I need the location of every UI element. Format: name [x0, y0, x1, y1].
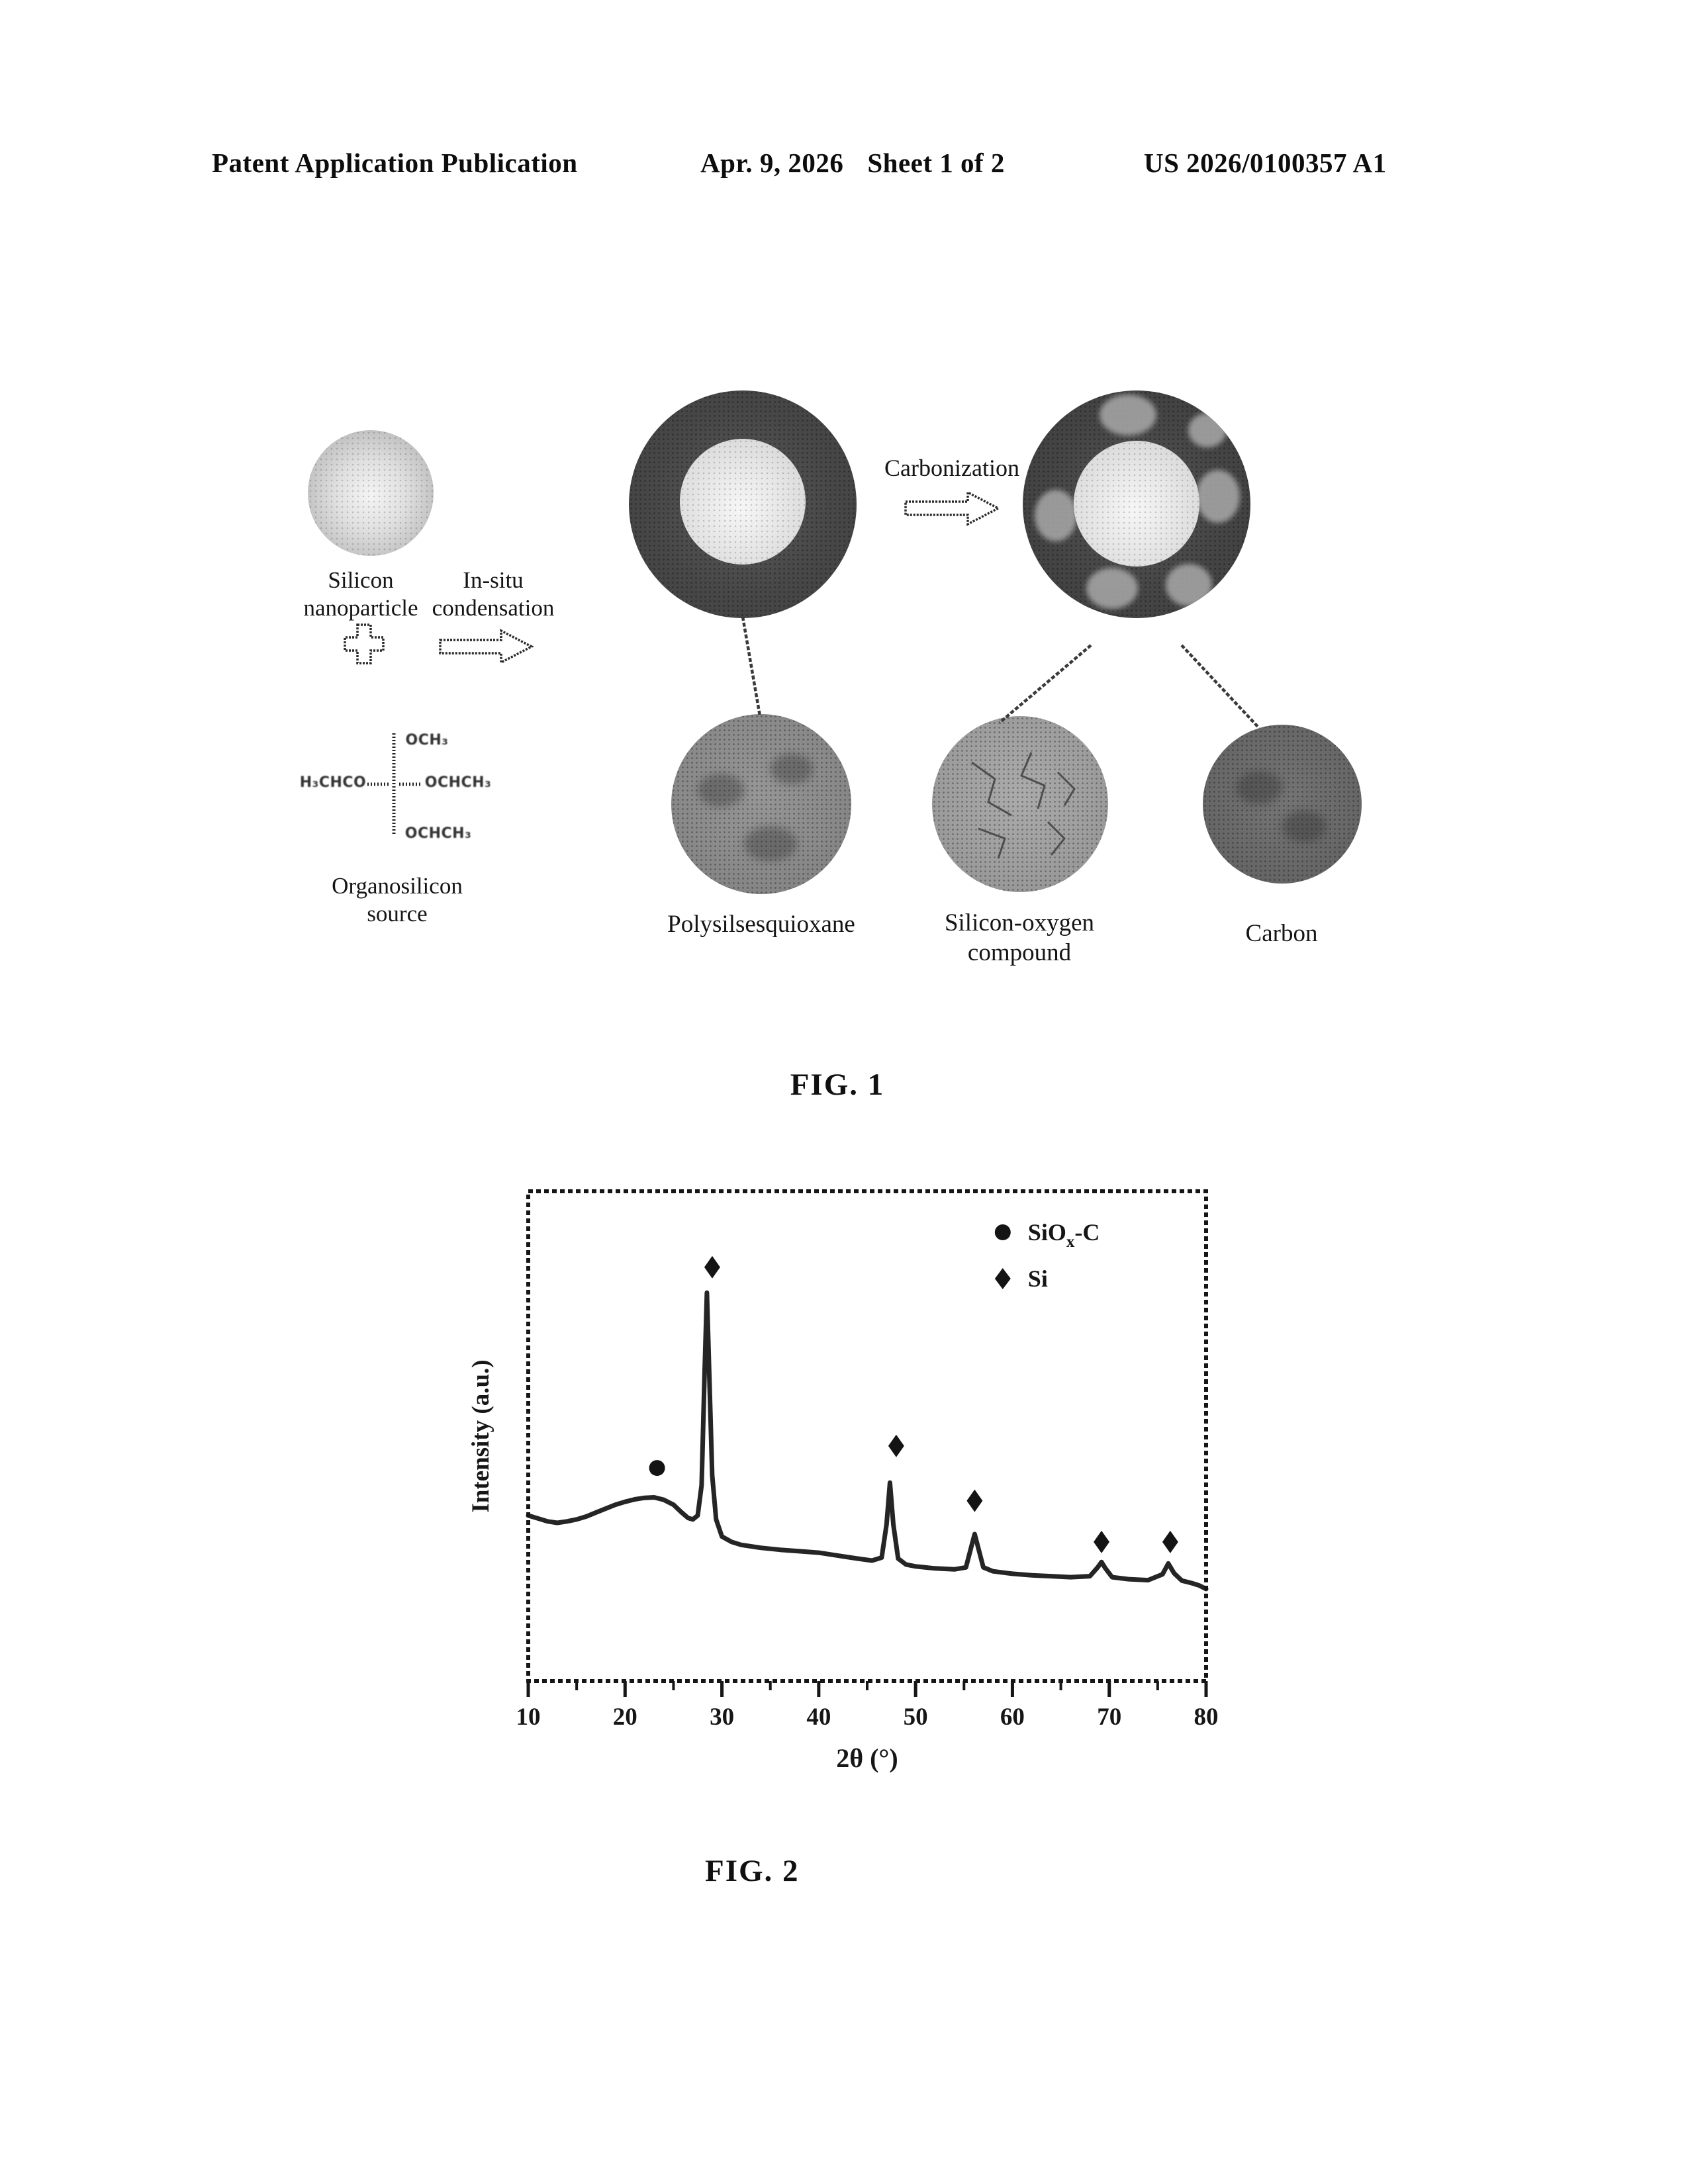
si-peak-diamond-icon: [1094, 1531, 1109, 1553]
x-tick-label: 50: [903, 1704, 928, 1731]
fig1-caption: FIG. 1: [790, 1068, 885, 1102]
organosilicon-label-line1: Organosilicon: [332, 873, 463, 899]
insitu-label-line2: condensation: [432, 595, 555, 621]
legend-label: SiO$_x$-C: [1027, 1219, 1100, 1251]
header-date-sheet: [700, 147, 1005, 179]
si-peak-diamond-icon: [966, 1490, 982, 1512]
legend-label: Si: [1027, 1265, 1048, 1292]
header-publication-number: US 2026/0100357 A1: [1144, 148, 1387, 178]
plot-frame: [528, 1191, 1206, 1681]
organosilicon-label-line2: source: [367, 901, 428, 927]
connector-shell-to-carbon: [1182, 645, 1259, 728]
x-tick-label: 60: [1000, 1704, 1025, 1731]
si-peak-diamond-icon: [888, 1435, 904, 1457]
header-date: Apr. 9, 2026: [700, 148, 844, 178]
silicon-oxygen-compound-label: [894, 908, 1145, 968]
peak-markers: [649, 1256, 1178, 1553]
carbonization-arrow-right-icon: [906, 492, 998, 524]
connector-shell-to-silicon-oxygen: [1000, 645, 1091, 723]
legend: [995, 1219, 1100, 1292]
structure-right-group: OCHCH₃: [424, 774, 492, 791]
x-tick-label: 70: [1097, 1704, 1122, 1731]
x-axis-label: 2θ (°): [836, 1743, 898, 1773]
connector-shell-to-polysilsesquioxane: [743, 617, 760, 716]
x-axis-ticks: [516, 1681, 1219, 1731]
insitu-arrow-right-icon: [440, 631, 532, 662]
insitu-label-line1: In-situ: [463, 567, 524, 593]
silicon-oxygen-label-line1: Silicon-oxygen: [944, 909, 1095, 936]
structure-left-group: H₃CHCO: [299, 774, 367, 791]
si-peak-diamond-icon: [1162, 1531, 1178, 1553]
structure-bottom-group: OCHCH₃: [404, 825, 472, 842]
x-tick-label: 40: [806, 1704, 831, 1731]
organosilicon-source-label: [278, 872, 516, 928]
x-tick-label: 20: [612, 1704, 637, 1731]
carbonization-label: Carbonization: [884, 455, 1019, 481]
header-sheet: Sheet 1 of 2: [867, 148, 1005, 178]
xrd-chart: [450, 1165, 1258, 1827]
header-publication-type: Patent Application Publication: [212, 148, 578, 178]
silicon-nanoparticle-label-line1: Silicon: [328, 567, 394, 593]
x-tick-label: 10: [516, 1704, 541, 1731]
y-axis-label: Intensity (a.u.): [467, 1359, 494, 1513]
legend-circle-marker-icon: [995, 1224, 1011, 1240]
si-peak-diamond-icon: [704, 1256, 720, 1279]
siox-c-peak-circle-icon: [649, 1460, 665, 1476]
x-tick-label: 80: [1194, 1704, 1219, 1731]
x-tick-label: 30: [710, 1704, 735, 1731]
insitu-condensation-label: [394, 567, 592, 622]
fig2-caption: FIG. 2: [705, 1854, 800, 1888]
plus-icon: [345, 625, 383, 663]
legend-diamond-marker-icon: [995, 1268, 1011, 1289]
silicon-nanoparticle-label-line2: nanoparticle: [303, 595, 418, 621]
structure-top-group: OCH₃: [405, 732, 449, 749]
carbon-label: Carbon: [1245, 920, 1318, 947]
silicon-oxygen-label-line2: compound: [967, 939, 1072, 967]
polysilsesquioxane-label: Polysilsesquioxane: [667, 911, 855, 938]
